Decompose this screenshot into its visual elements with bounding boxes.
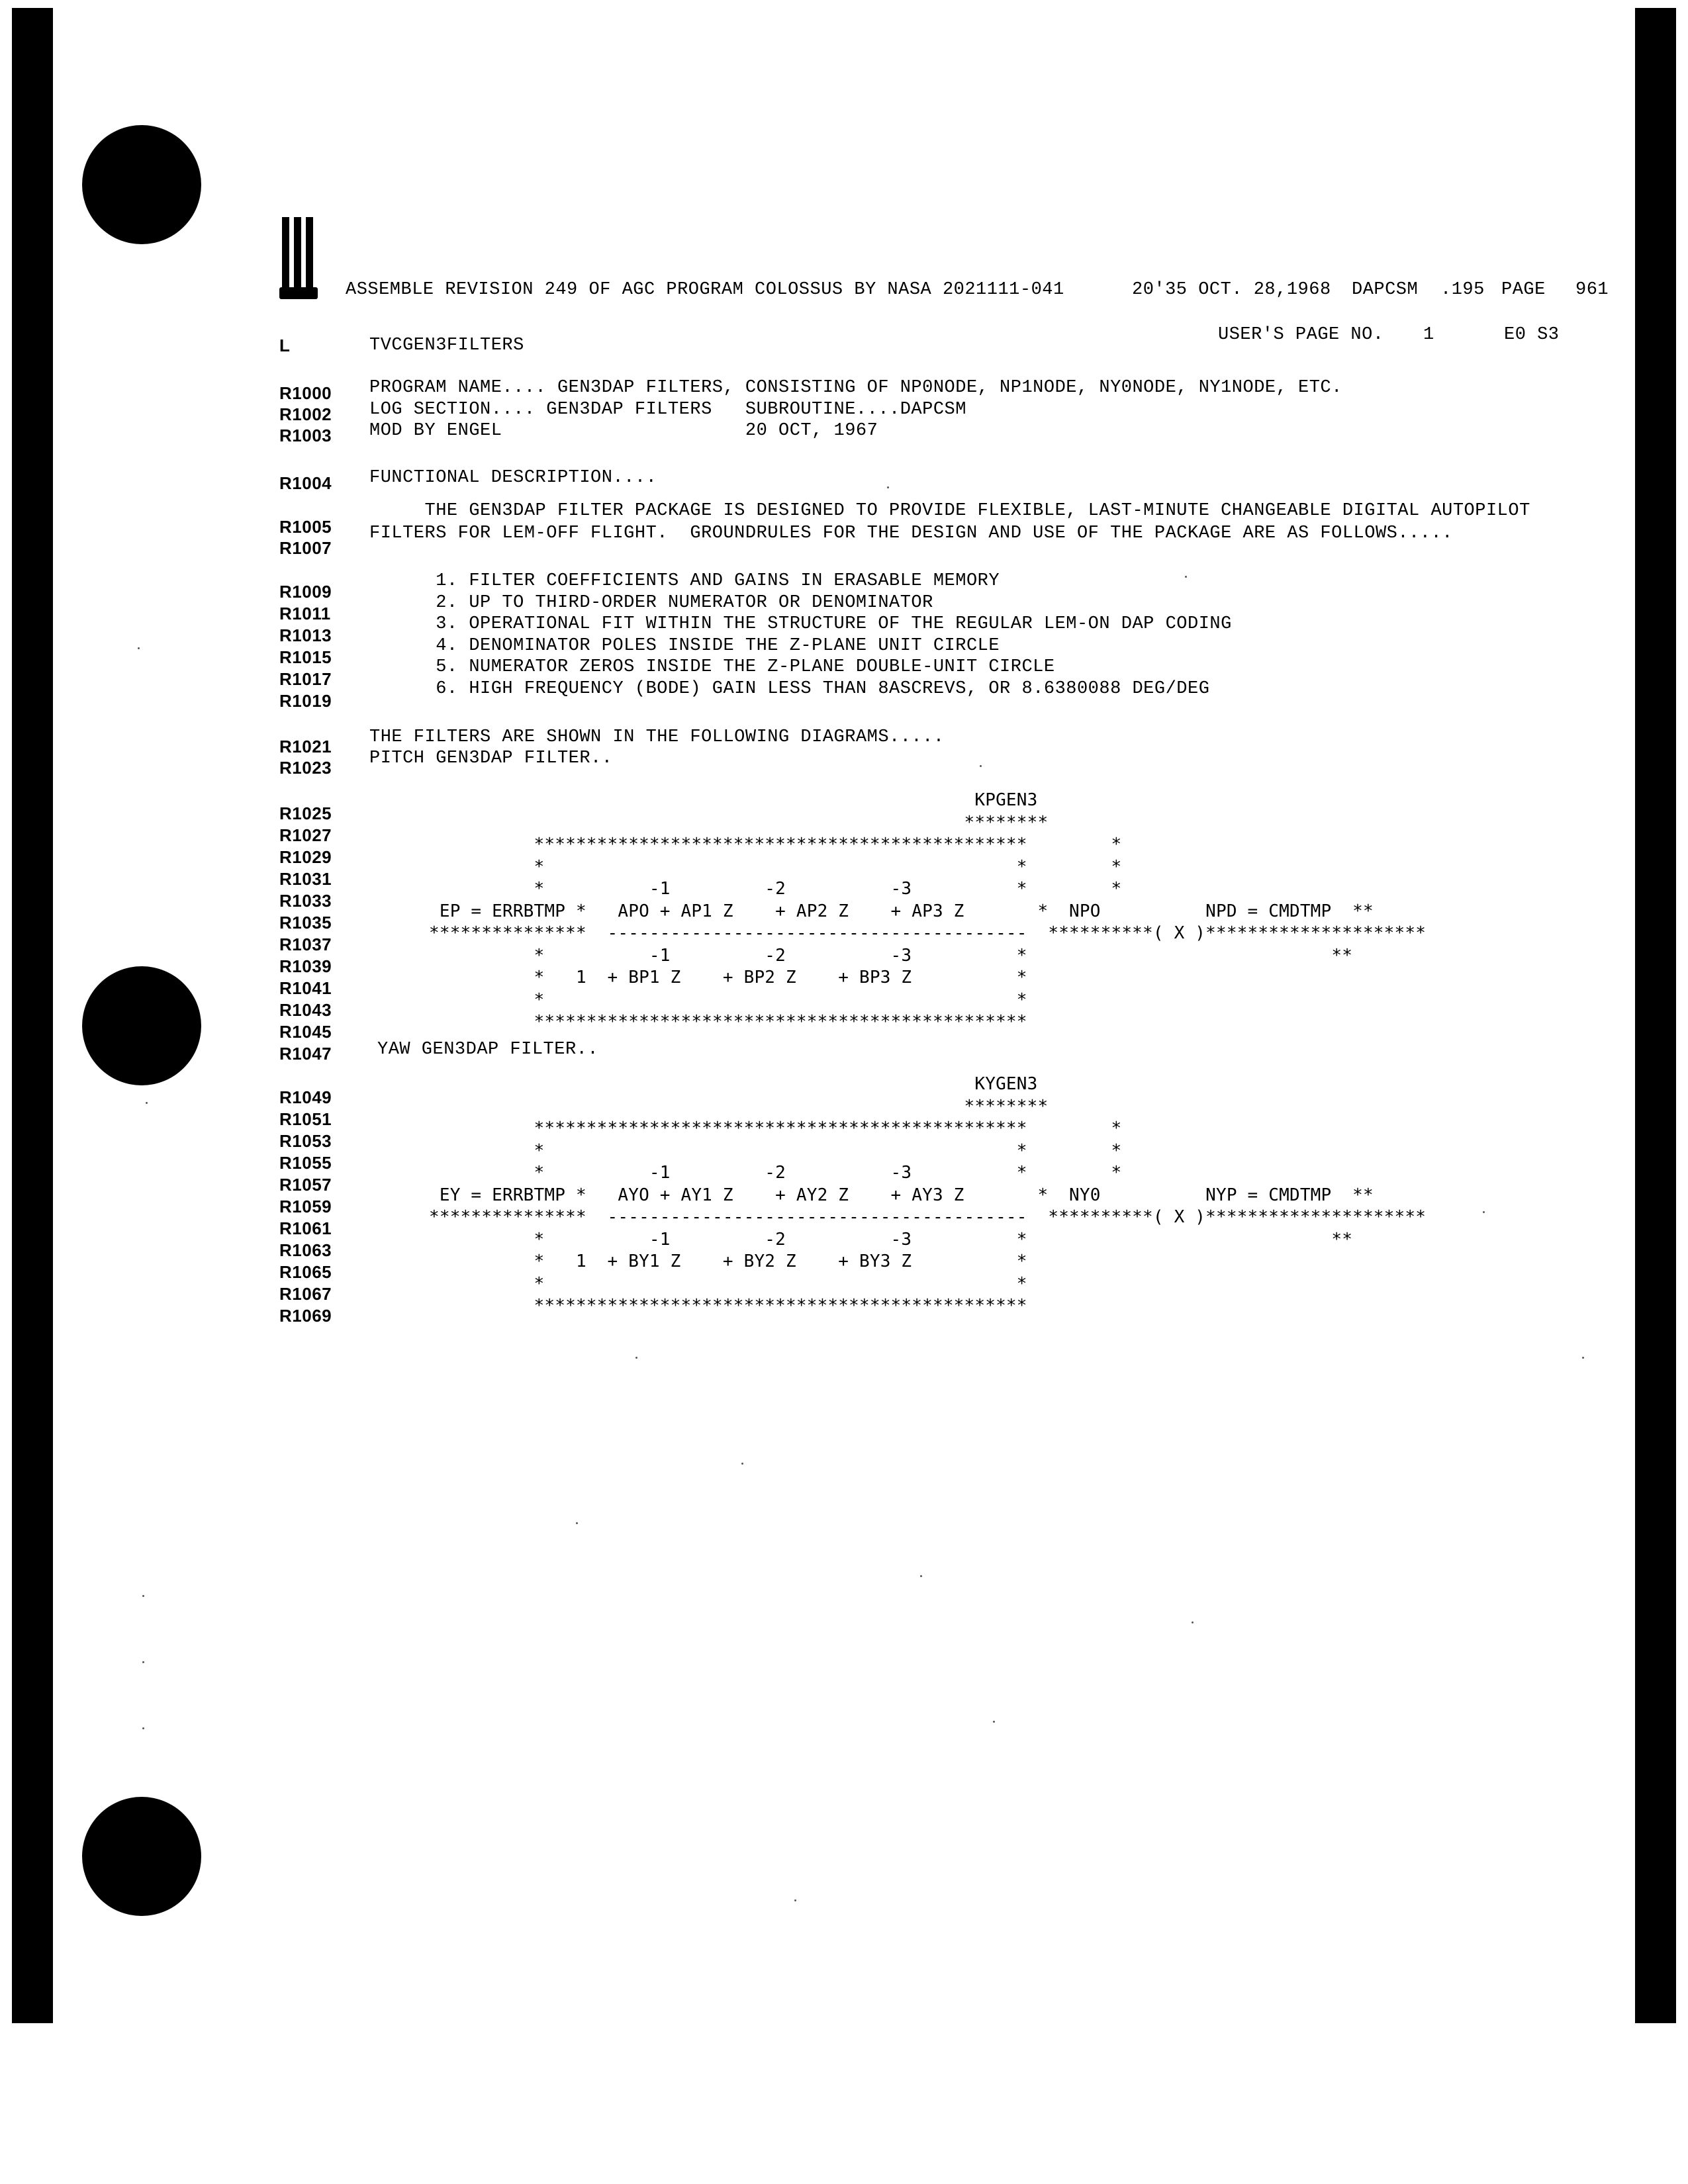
line-number: R1065 [279, 1262, 332, 1282]
line-number: R1047 [279, 1044, 332, 1064]
binder-edge-right [1635, 8, 1676, 2023]
line-number: R1021 [279, 737, 332, 756]
line-text: LOG SECTION.... GEN3DAP FILTERS SUBROUTINE....DAPCSM [369, 400, 966, 420]
line-number: R1037 [279, 934, 332, 954]
pitch-filter-diagram: KPGEN3 ******** *********************************************** * * * * * -1 -2 -3 * * EP = ERRBTMP * APO + AP1 Z + AP2 Z + AP3 Z * NPO NPD = CMDTMP ** *************** ---------------------------------------- **********( X )********************* * -1 -2 -3 * ** * 1 + BP1 Z + BP2 Z + BP3 Z * * * *********************************************** [429, 790, 1427, 1032]
line-text: THE GEN3DAP FILTER PACKAGE IS DESIGNED TO PROVIDE FLEXIBLE, LAST-MINUTE CHANGEABLE DIGITAL AUTOPILOT [369, 501, 1530, 521]
scan-speck [741, 1463, 743, 1465]
line-number: R1013 [279, 625, 332, 645]
scan-speck [1483, 1211, 1485, 1213]
scan-speck [142, 1727, 144, 1729]
header-page-label: PAGE [1501, 280, 1546, 300]
line-text: MOD BY ENGEL 20 OCT, 1967 [369, 421, 878, 441]
header-rev: .195 [1440, 280, 1485, 300]
yaw-filter-diagram: KYGEN3 ******** *********************************************** * * * * * -1 -2 -3 * * EY = ERRBTMP * AYO + AY1 Z + AY2 Z + AY3 Z * NY0 NYP = CMDTMP ** *************** ---------------------------------------- **********( X )********************* * -1 -2 -3 * ** * 1 + BY1 Z + BY2 Z + BY3 Z * * * *********************************************** [429, 1074, 1427, 1316]
line-number: R1027 [279, 825, 332, 845]
line-number: R1059 [279, 1197, 332, 1216]
scan-speck [142, 1661, 144, 1663]
line-number: R1069 [279, 1306, 332, 1326]
listing-mark-icon [279, 217, 322, 302]
line-number: R1017 [279, 669, 332, 689]
line-number: R1007 [279, 538, 332, 558]
user-page-number: 1 [1423, 325, 1434, 345]
line-number: R1005 [279, 517, 332, 537]
page-code: E0 S3 [1504, 325, 1560, 345]
list-item: 6. HIGH FREQUENCY (BODE) GAIN LESS THAN 8ASCREVS, OR 8.6380088 DEG/DEG [369, 679, 1210, 699]
line-text: THE FILTERS ARE SHOWN IN THE FOLLOWING DIAGRAMS..... [369, 727, 945, 747]
line-number: R1043 [279, 1000, 332, 1020]
punch-hole-top [82, 125, 201, 244]
list-item: 3. OPERATIONAL FIT WITHIN THE STRUCTURE OF THE REGULAR LEM-ON DAP CODING [369, 614, 1232, 634]
punch-hole-middle [82, 966, 201, 1085]
line-text: YAW GEN3DAP FILTER.. [377, 1040, 599, 1060]
line-number: R1051 [279, 1109, 332, 1129]
section-title: TVCGEN3FILTERS [369, 336, 524, 355]
user-page-label: USER'S PAGE NO. [1218, 325, 1384, 345]
line-text: PITCH GEN3DAP FILTER.. [369, 749, 613, 768]
scan-speck [138, 647, 140, 649]
header-datetime: 20'35 OCT. 28,1968 [1132, 280, 1331, 300]
line-number: R1031 [279, 869, 332, 889]
line-text: FUNCTIONAL DESCRIPTION.... [369, 468, 657, 488]
list-item: 1. FILTER COEFFICIENTS AND GAINS IN ERASABLE MEMORY [369, 571, 1000, 591]
line-number: R1002 [279, 404, 332, 424]
list-item: 2. UP TO THIRD-ORDER NUMERATOR OR DENOMINATOR [369, 593, 933, 613]
line-number: R1029 [279, 847, 332, 867]
line-number: R1003 [279, 426, 332, 445]
header-log: DAPCSM [1352, 280, 1419, 300]
line-number: R1033 [279, 891, 332, 911]
line-number: R1019 [279, 691, 332, 711]
list-item: 5. NUMERATOR ZEROS INSIDE THE Z-PLANE DOUBLE-UNIT CIRCLE [369, 657, 1055, 677]
line-number: R1045 [279, 1022, 332, 1042]
scan-speck [1185, 576, 1187, 578]
line-number: R1063 [279, 1240, 332, 1260]
scan-speck [794, 1899, 796, 1901]
line-number: R1053 [279, 1131, 332, 1151]
line-number: R1009 [279, 582, 332, 602]
line-number: R1011 [279, 604, 331, 623]
line-number: R1004 [279, 473, 332, 493]
line-number: R1015 [279, 647, 332, 667]
line-text: PROGRAM NAME.... GEN3DAP FILTERS, CONSISTING OF NP0NODE, NP1NODE, NY0NODE, NY1NODE, ETC. [369, 378, 1342, 398]
list-item: 4. DENOMINATOR POLES INSIDE THE Z-PLANE UNIT CIRCLE [369, 636, 1000, 656]
scan-speck [635, 1357, 637, 1359]
line-number: R1000 [279, 383, 332, 403]
scan-speck [142, 1595, 144, 1597]
scan-speck [993, 1721, 995, 1723]
scan-speck [920, 1575, 922, 1577]
scan-speck [980, 765, 982, 767]
scan-speck [576, 1522, 578, 1524]
scan-speck [1192, 1621, 1194, 1623]
l-flag: L [279, 336, 291, 355]
line-number: R1057 [279, 1175, 332, 1195]
binder-edge-left [12, 8, 53, 2023]
line-number: R1067 [279, 1284, 332, 1304]
line-number: R1023 [279, 758, 332, 778]
line-number: R1035 [279, 913, 332, 933]
line-number: R1061 [279, 1218, 332, 1238]
line-number: R1039 [279, 956, 332, 976]
header-page-number: 961 [1575, 280, 1609, 300]
line-text: FILTERS FOR LEM-OFF FLIGHT. GROUNDRULES FOR THE DESIGN AND USE OF THE PACKAGE ARE AS FOLLOWS..... [369, 523, 1453, 543]
line-number: R1041 [279, 978, 332, 998]
scan-speck [1582, 1357, 1584, 1359]
line-number: R1055 [279, 1153, 332, 1173]
line-number: R1025 [279, 803, 332, 823]
punch-hole-bottom [82, 1797, 201, 1916]
line-number: R1049 [279, 1087, 332, 1107]
scan-speck [887, 486, 889, 488]
scan-speck [146, 1102, 148, 1104]
header-title: ASSEMBLE REVISION 249 OF AGC PROGRAM COLOSSUS BY NASA 2021111-041 [346, 280, 1064, 300]
